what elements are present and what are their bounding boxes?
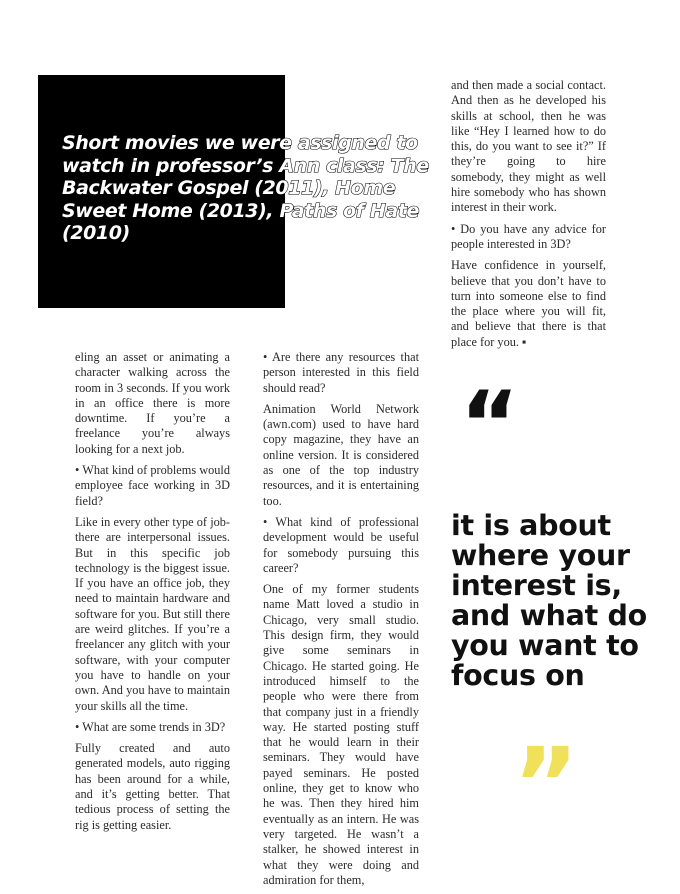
pull-quote: it is about where your interest is, and what do you want to focus on (451, 509, 647, 692)
question: • Are there any resources that person interested in this field should read? (263, 350, 419, 395)
paragraph: One of my former students name Matt loved a studio in Chicago, very small studio. This design firm, they would give some seminars in Chicago. He started going. He introduced himself to the people who were there from that company just in a friendly way. He started posting stuff that he would learn in their seminars. They would have payed seminars. He posted online, they get to know who he was. Then they hired him eventually as an intern. He was very targeted. He wasn’t a stalker, he showed interest in what they were doing and admiration for them, (263, 582, 419, 887)
article-column-1 (75, 350, 230, 839)
film-caption: Short movies we were assigned to watch in professor’s Ann class: The Backwater Gospel (2011), Home Sweet Home (2013), Paths of Hate (2010) (62, 132, 429, 244)
paragraph: Have confidence in yourself, believe that you don’t have to turn into someone else to find the place where you will fit, and believe that there is that place for you. ▪ (451, 258, 606, 349)
paragraph: and then made a social contact. And then as he developed his skills at school, then he was like “Hey I learned how to do this, do you want to see it?” If they’re going to hire somebody, they might as well hire somebody who has shown interest in their work. (451, 78, 606, 215)
article-column-3 (451, 78, 606, 356)
question: • Do you have any advice for people interested in 3D? (451, 221, 606, 251)
open-quote-mark: “ (460, 372, 520, 477)
paragraph: Like in every other type of job-there are interpersonal issues. But in this specific job technology is the biggest issue. If you have an office job, they need to maintain hardware and software for you. But still there are weird glitches. If you’re a freelancer any glitch with your software, with your computer you have to handle on your own. And you have to maintain your skills all the time. (75, 514, 230, 713)
question: • What are some trends in 3D? (75, 719, 226, 734)
paragraph: Fully created and auto generated models, auto rigging has been around for a while, and it’s getting better. That tedious process of setting the rig is getting easier. (75, 741, 230, 832)
question: • What kind of professional development would be useful for somebody pursuing this career? (263, 514, 419, 575)
paragraph: Animation World Network (awn.com) used to have hard copy magazine, they have an online version. It is considered as one of the top industry resources, and it is entertaining too. (263, 401, 419, 508)
close-quote-mark: ” (513, 726, 579, 843)
question: • What kind of problems would employee face working in 3D field? (75, 463, 230, 508)
paragraph: eling an asset or animating a character walking across the room in 3 seconds. If you work in an office there is more downtime. If you’re a freelance you’re always looking for a next job. (75, 350, 230, 456)
article-column-2 (263, 350, 419, 894)
